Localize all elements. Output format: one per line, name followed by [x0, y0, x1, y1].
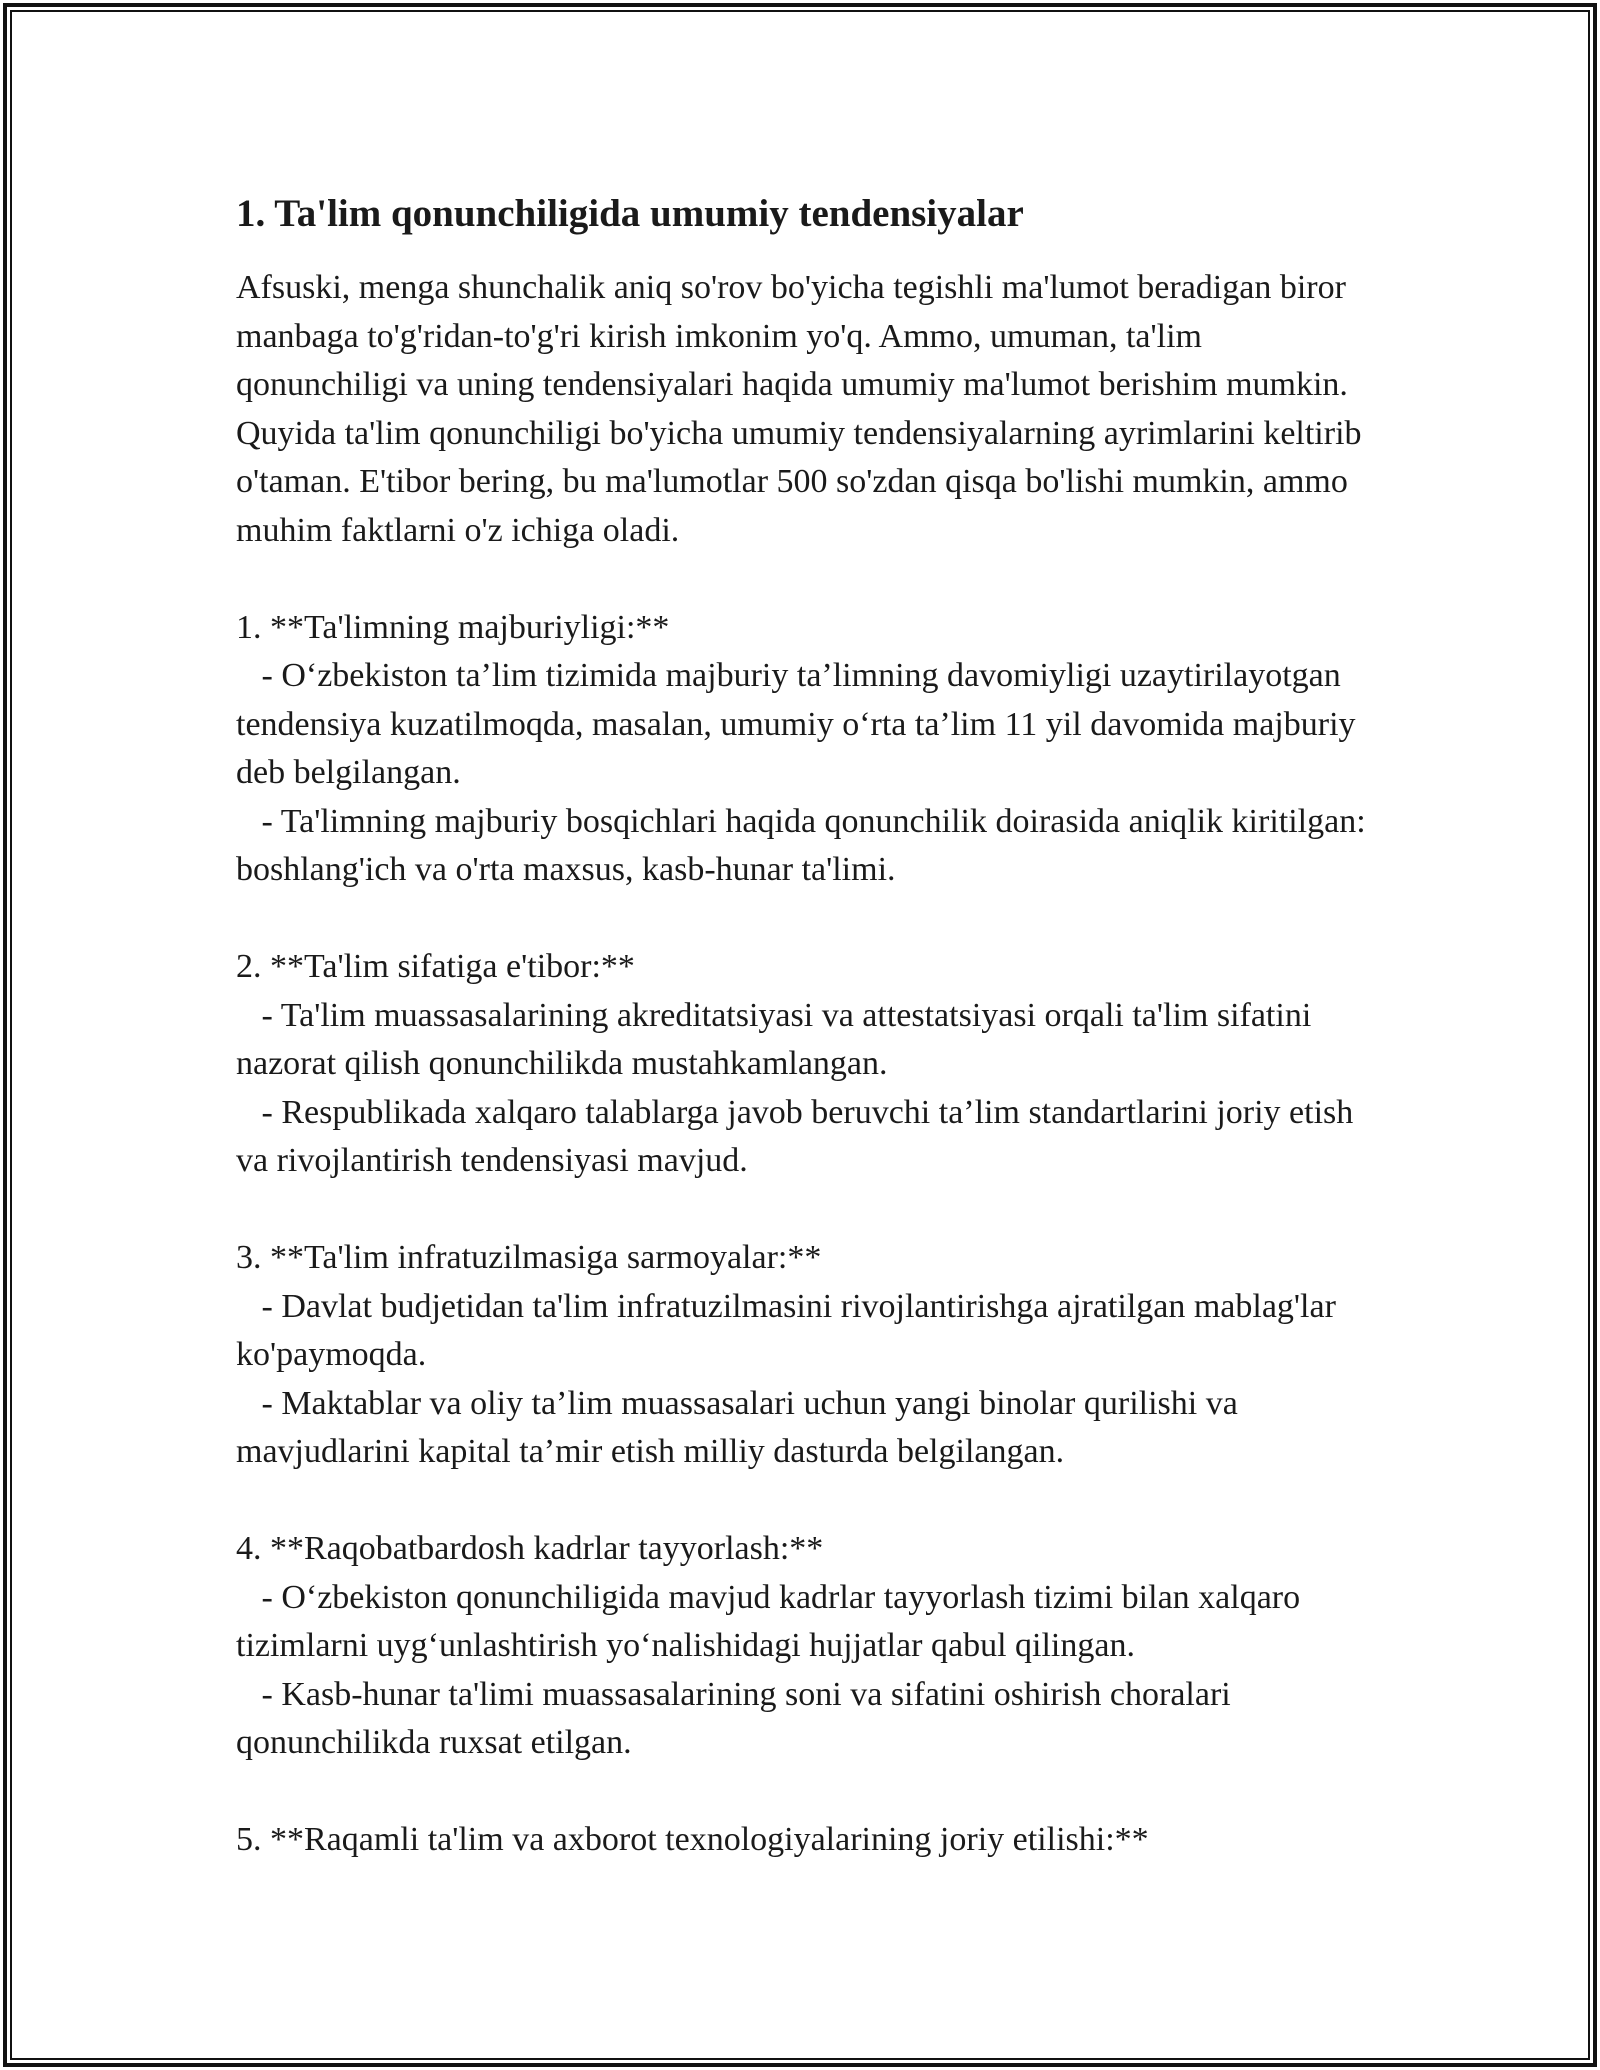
section-point: - Maktablar va oliy ta’lim muassasalari uchun yangi binolar qurilishi va mavjudlarini kapital ta’mir etish milliy dasturda belgilangan.	[236, 1384, 1247, 1470]
section-point: - O‘zbekiston qonunchiligida mavjud kadrlar tayyorlash tizimi bilan xalqaro tizimlarni uyg‘unlashtirish yo‘nalishidagi hujjatlar qabul qilingan.	[236, 1578, 1309, 1664]
section-heading: 5. **Raqamli ta'lim va axborot texnologiyalarining joriy etilishi:**	[236, 1821, 1149, 1858]
section	[236, 943, 1376, 1186]
spacer	[236, 895, 1376, 944]
section-point: - Davlat budjetidan ta'lim infratuzilmasini rivojlantirishga ajratilgan mablag'lar ko'paymoqda.	[236, 1287, 1345, 1373]
section	[236, 1234, 1376, 1477]
section-heading: 4. **Raqobatbardosh kadrlar tayyorlash:**	[236, 1530, 824, 1567]
section	[236, 1525, 1376, 1768]
section-heading: 2. **Ta'lim sifatiga e'tibor:**	[236, 948, 635, 985]
spacer	[236, 1186, 1376, 1235]
section-point: - Ta'lim muassasalarining akreditatsiyasi va attestatsiyasi orqali ta'lim sifatini nazorat qilish qonunchilikda mustahkamlangan.	[236, 996, 1320, 1082]
section-point: - Respublikada xalqaro talablarga javob beruvchi ta’lim standartlarini joriy etish va rivojlantirish tendensiyasi mavjud.	[236, 1093, 1362, 1179]
document-title: 1. Ta'lim qonunchiligida umumiy tendensiyalar	[236, 192, 1024, 235]
section-point: - Kasb-hunar ta'limi muassasalarining soni va sifatini oshirish choralari qonunchilikda ruxsat etilgan.	[236, 1675, 1240, 1761]
spacer	[236, 555, 1376, 604]
section-point: - Ta'limning majburiy bosqichlari haqida qonunchilik doirasida aniqlik kiritilgan: boshlang'ich va o'rta maxsus, kasb-hunar ta'limi.	[236, 802, 1375, 888]
section-heading: 1. **Ta'limning majburiyligi:**	[236, 608, 670, 646]
section-point: - O‘zbekiston ta’lim tizimida majburiy ta’limning davomiyligi uzaytirilayotgan tendensiya kuzatilmoqda, masalan, umumiy o‘rta ta’lim 11 yil davomida majburiy deb belgilangan.	[236, 657, 1365, 791]
document-body	[236, 186, 1376, 1865]
section	[236, 604, 1376, 895]
spacer	[236, 1768, 1376, 1817]
intro-paragraph: Afsuski, menga shunchalik aniq so'rov bo'yicha tegishli ma'lumot beradigan biror manbaga to'g'ridan-to'g'ri kirish imkonim yo'q. Ammo, umuman, ta'lim qonunchiligi va uning tendensiyalari haqida umumiy ma'lumot berishim mumkin. Quyida ta'lim qonunchiligi bo'yicha umumiy tendensiyalarning ayrimlarini keltirib o'taman. E'tibor bering, bu ma'lumotlar 500 so'zdan qisqa bo'lishi mumkin, ammo muhim faktlarni o'z ichiga oladi.	[236, 269, 1371, 549]
section	[236, 1816, 1376, 1865]
section-heading: 3. **Ta'lim infratuzilmasiga sarmoyalar:**	[236, 1239, 822, 1276]
spacer	[236, 1477, 1376, 1526]
